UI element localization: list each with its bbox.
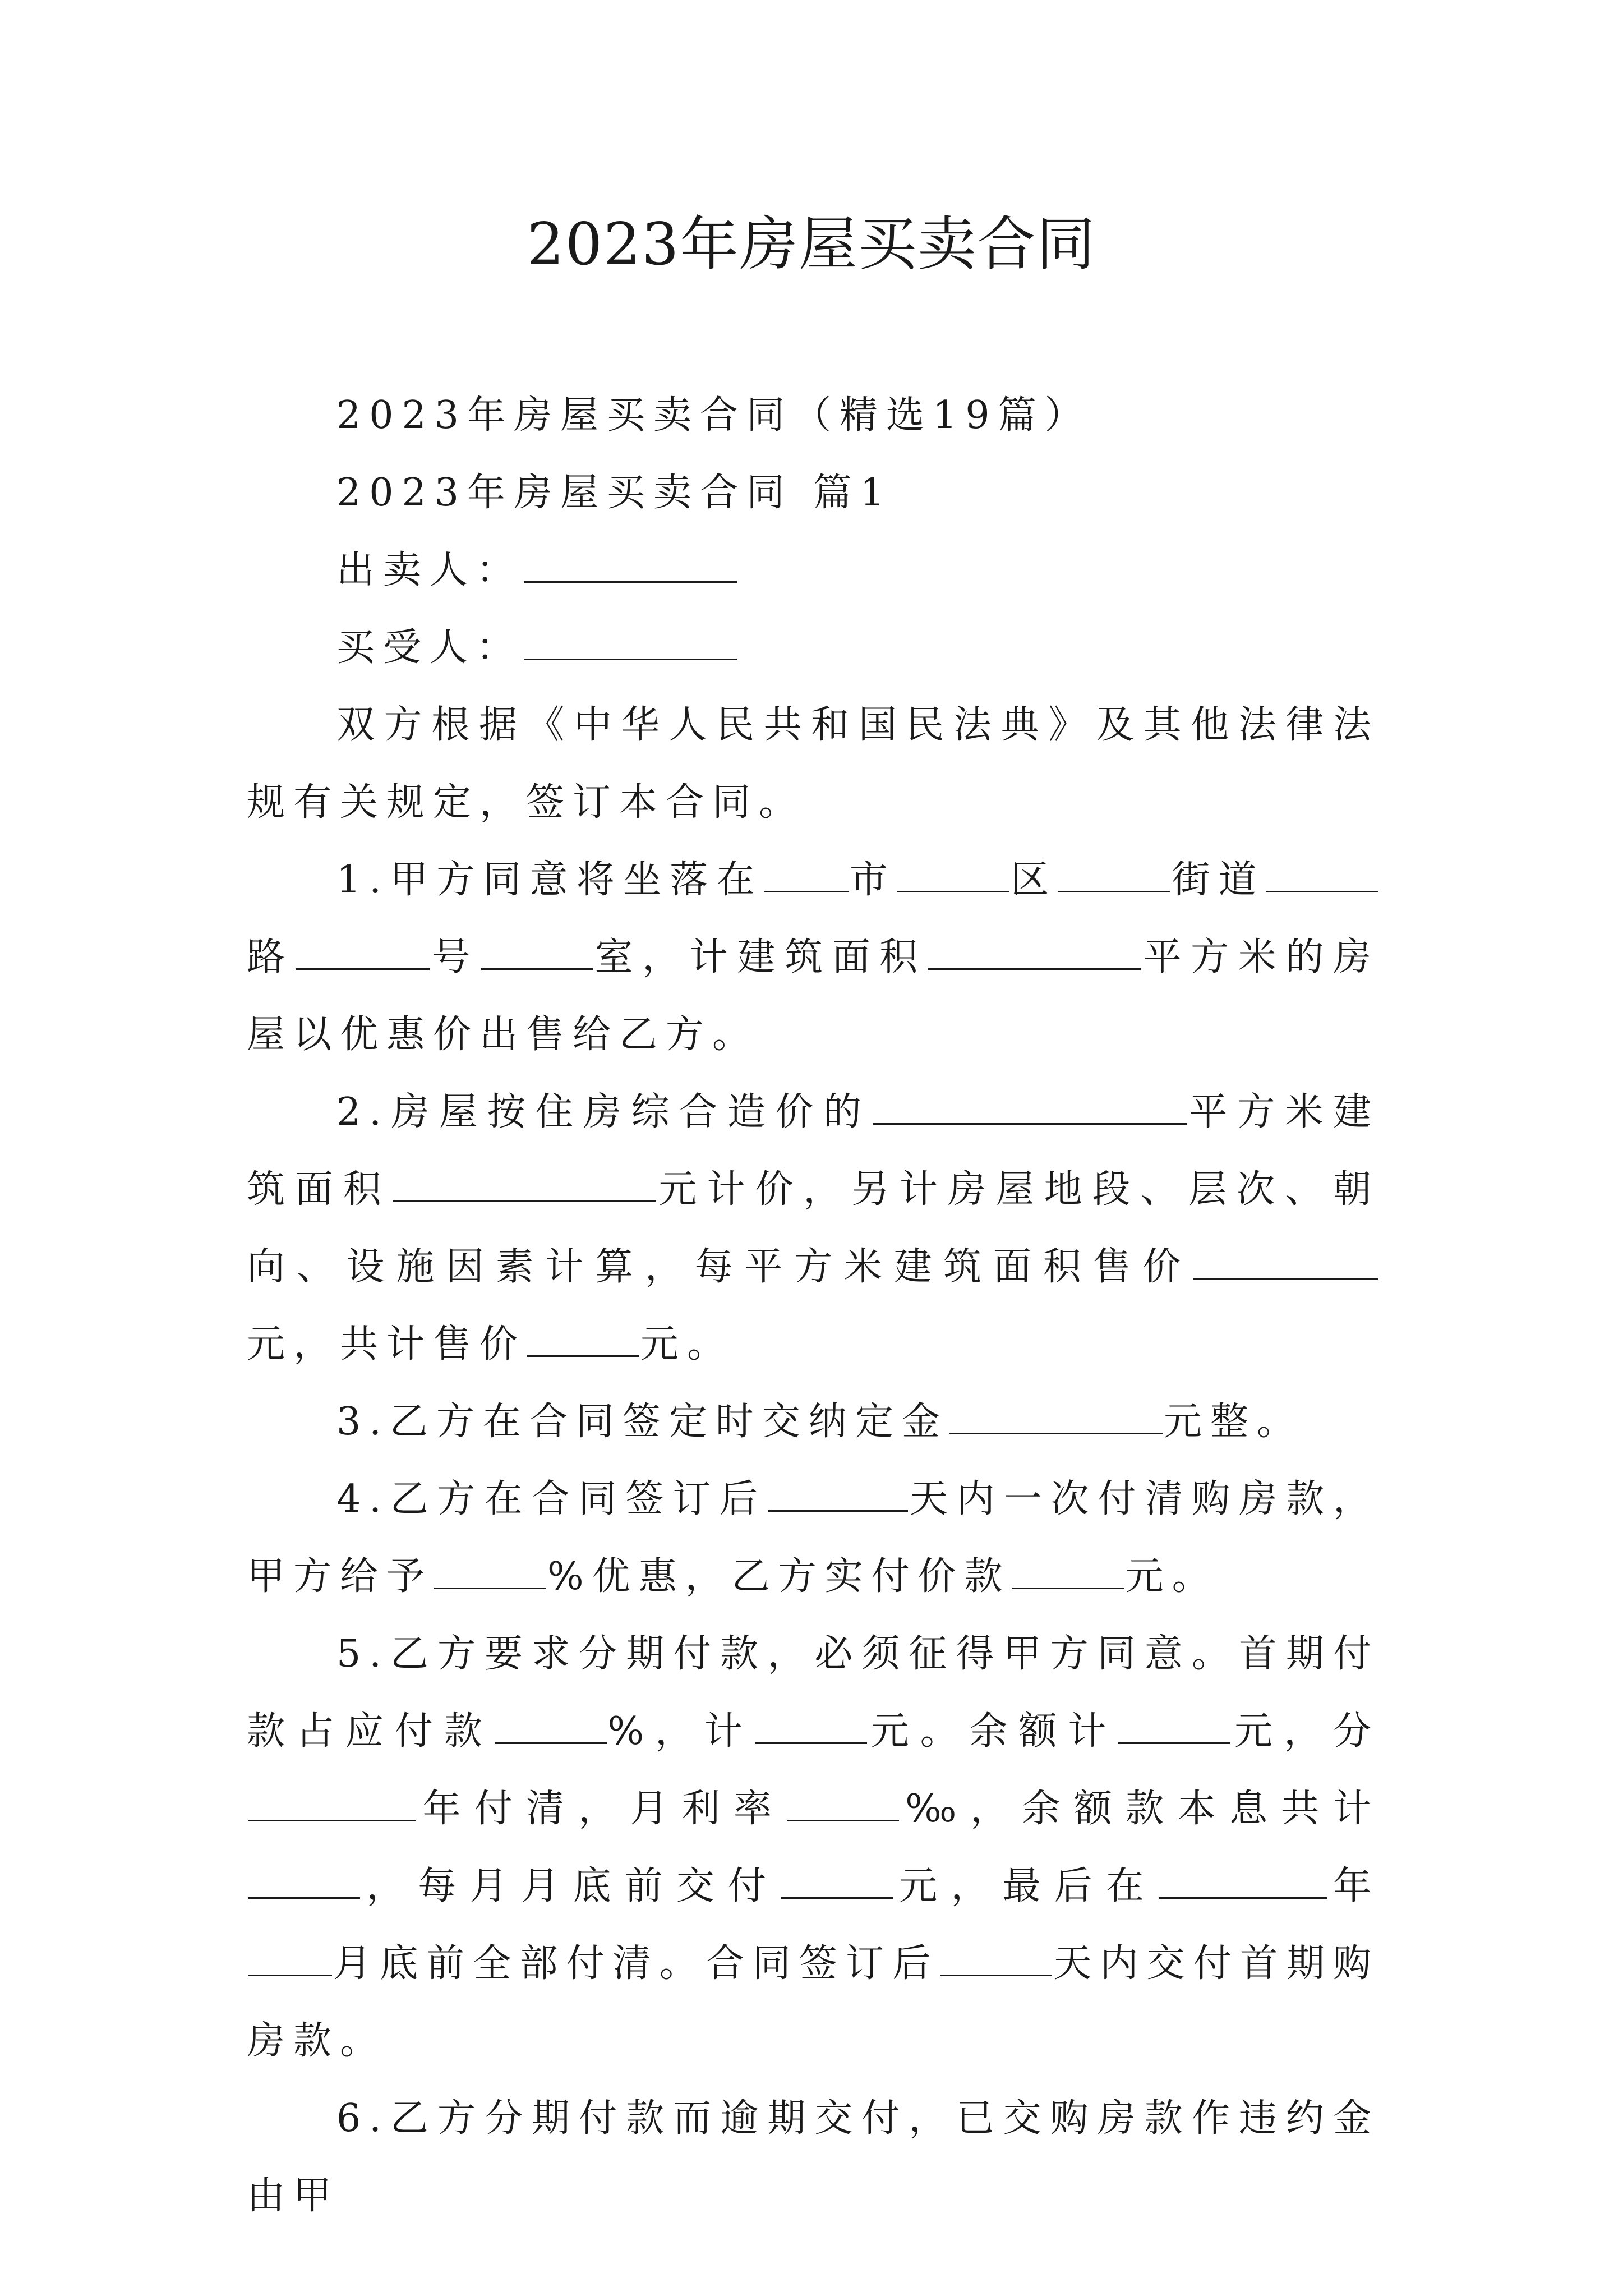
paragraph [247,687,1380,841]
paragraph-text: 6.乙方分期付款而逾期交付，已交购房款作违约金由甲 [247,2096,1380,2218]
fill-in-blank [296,936,430,970]
paragraph-text: 元。 [1125,1554,1219,1599]
paragraph-text: 2023年房屋买卖合同（精选19篇） [336,393,1091,438]
paragraph-text: 元整。 [1163,1400,1303,1444]
paragraph-text: 元，分 [1232,1709,1380,1754]
document-body [247,377,1380,2235]
paragraph-text: 双方根据《中华人民共和国民法典》及其他法律法规有关规定，签订本合同。 [247,703,1380,825]
paragraph-text: 市 [849,858,896,902]
paragraph-text: 年付清，月利率 [417,1787,786,1831]
paragraph-text: 买受人： [336,625,523,670]
document-title: 2023年房屋买卖合同 [527,210,1096,278]
paragraph-text: 平方米的房屋以优惠价出售给乙方。 [247,935,1380,1057]
paragraph-text: 元计价，另计房屋地段、层次、朝向、设施因素计算，每平方米建筑面积售价 [247,1167,1380,1289]
paragraph [247,1461,1380,1616]
fill-in-blank [1058,858,1170,892]
paragraph [247,2080,1380,2235]
fill-in-blank [527,1323,639,1357]
paragraph-text: 元，最后在 [894,1864,1158,1908]
fill-in-blank [495,1710,607,1744]
paragraph [247,1074,1380,1383]
fill-in-blank [928,936,1141,970]
fill-in-blank [248,1942,332,1976]
paragraph [247,841,1380,1074]
paragraph-text: 出卖人： [336,548,523,592]
fill-in-blank [787,1787,899,1821]
paragraph-text: 平方米建筑面积 [247,1090,1380,1212]
paragraph-text: ，每月月底前交付 [361,1864,780,1908]
paragraph [247,1383,1380,1461]
paragraph [247,377,1380,454]
fill-in-blank [434,1555,546,1589]
fill-in-blank [393,1168,656,1202]
fill-in-blank [248,1787,416,1821]
fill-in-blank [764,858,849,892]
paragraph-text: 元。余额计 [868,1709,1118,1754]
fill-in-blank [1266,858,1378,892]
paragraph-text: 天内一次付清购房款，甲方给予 [247,1477,1380,1599]
fill-in-blank [1193,1245,1378,1280]
fill-in-blank [768,1478,908,1512]
paragraph-text: 街道 [1172,858,1265,902]
fill-in-blank [248,1865,360,1899]
fill-in-blank [755,1710,867,1744]
fill-in-blank [949,1400,1163,1434]
paragraph-text: 月底前全部付清。合同签订后 [333,1941,939,1986]
paragraph-text: %优惠，乙方实付价款 [547,1554,1011,1599]
paragraph-text: %，计 [607,1709,754,1754]
paragraph-text: 3.乙方在合同签定时交纳定金 [336,1400,948,1444]
paragraph-text: 号 [431,935,479,979]
paragraph-text: 元，共计售价 [247,1322,527,1366]
fill-in-blank [873,1091,1187,1125]
paragraph [247,1616,1380,2080]
paragraph [247,609,1380,687]
fill-in-blank [524,549,737,583]
paragraph-text: 室，计建筑面积 [593,935,927,979]
fill-in-blank [1159,1865,1327,1899]
fill-in-blank [524,626,737,660]
paragraph-text: 1.甲方同意将坐落在 [336,858,763,902]
paragraph-text: 5.乙方要求分期付款，必须征得甲方同意。首期付款占应付款 [247,1632,1380,1754]
paragraph-text: 年 [1327,1864,1380,1908]
paragraph [247,532,1380,609]
fill-in-blank [897,858,1009,892]
fill-in-blank [1118,1710,1230,1744]
paragraph-text: 2.房屋按住房综合造价的 [336,1090,872,1134]
fill-in-blank [481,936,593,970]
paragraph-text: 元。 [640,1322,734,1366]
paragraph-text: 4.乙方在合同签订后 [336,1477,767,1521]
paragraph-text: 2023年房屋买卖合同 篇1 [336,471,893,515]
paragraph-text: 路 [247,935,294,979]
fill-in-blank [781,1865,893,1899]
paragraph-text: ‰，余额款本息共计 [900,1787,1380,1831]
fill-in-blank [940,1942,1052,1976]
paragraph-text: 天内交付首期购房款。 [247,1941,1380,2063]
fill-in-blank [1012,1555,1124,1589]
paragraph [247,454,1380,532]
paragraph-text: 区 [1011,858,1058,902]
